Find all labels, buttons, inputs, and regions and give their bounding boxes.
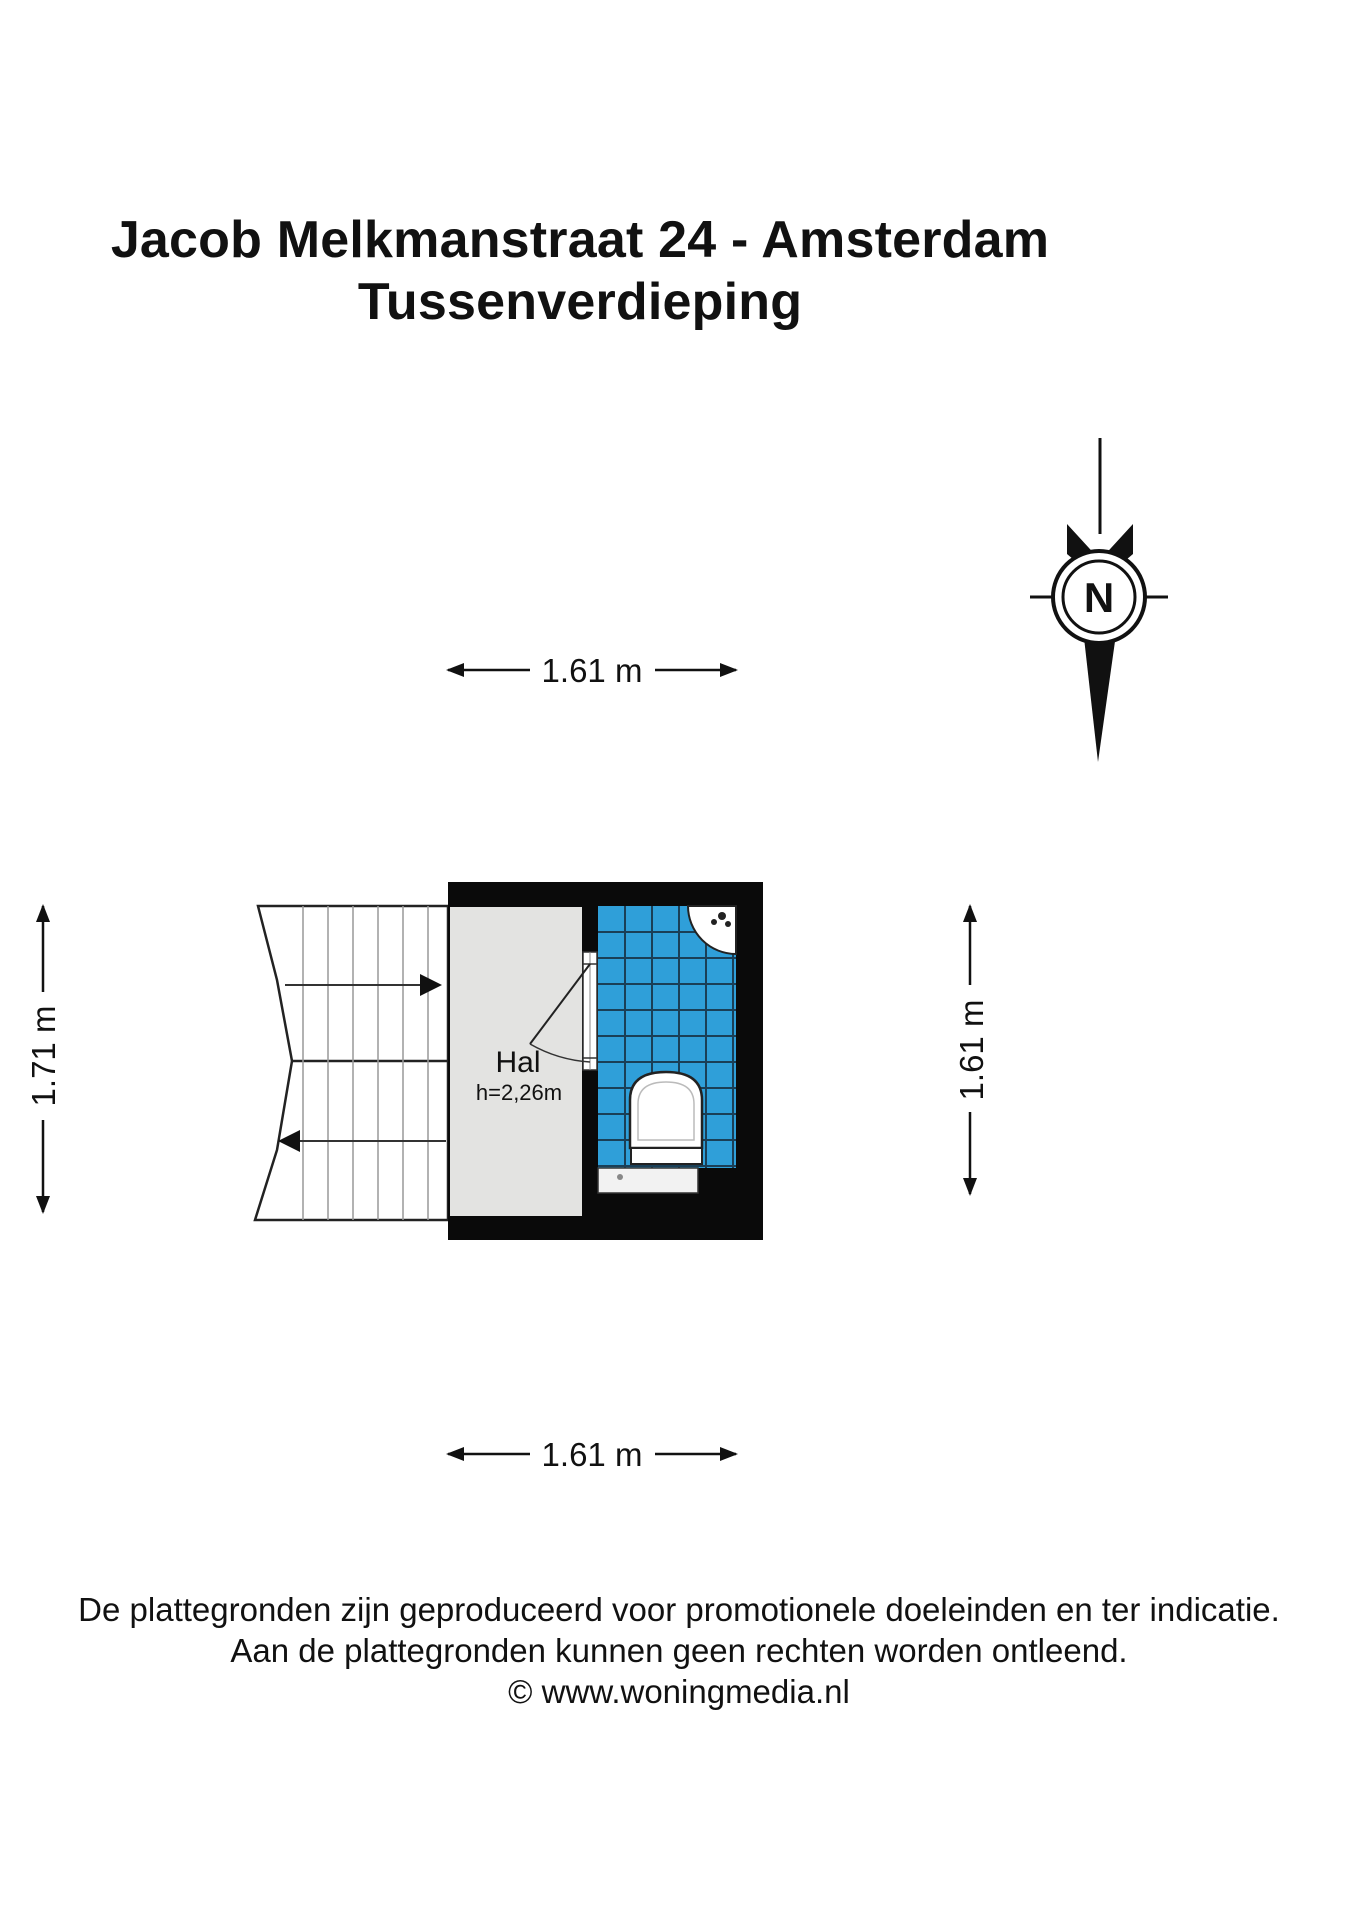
dimension-bottom (446, 1436, 738, 1473)
disclaimer-line-1: De plattegronden zijn geproduceerd voor promotionele doeleinden en ter indicatie. (78, 1591, 1280, 1628)
dimension-left-label: 1.71 m (25, 1005, 62, 1107)
staircase (255, 906, 448, 1220)
toilet-icon (630, 1072, 702, 1164)
dimension-right (953, 904, 990, 1196)
copyright-line: © www.woningmedia.nl (508, 1673, 850, 1710)
toilet-floor-strip (598, 1168, 698, 1193)
disclaimer-line-2: Aan de plattegronden kunnen geen rechten worden ontleend. (230, 1632, 1128, 1669)
dimension-right-label: 1.61 m (953, 999, 990, 1101)
room-name: Hal (495, 1046, 541, 1079)
compass-label: N (1083, 574, 1115, 621)
dimension-top-label: 1.61 m (541, 652, 643, 689)
dimension-top (446, 652, 738, 689)
north-compass (1030, 438, 1168, 762)
floor-name: Tussenverdieping (357, 273, 803, 331)
dimension-bottom-label: 1.61 m (541, 1436, 643, 1473)
plan-title: Jacob Melkmanstraat 24 - Amsterdam (110, 211, 1050, 269)
dimension-left (25, 904, 62, 1214)
room-height: h=2,26m (475, 1080, 563, 1105)
